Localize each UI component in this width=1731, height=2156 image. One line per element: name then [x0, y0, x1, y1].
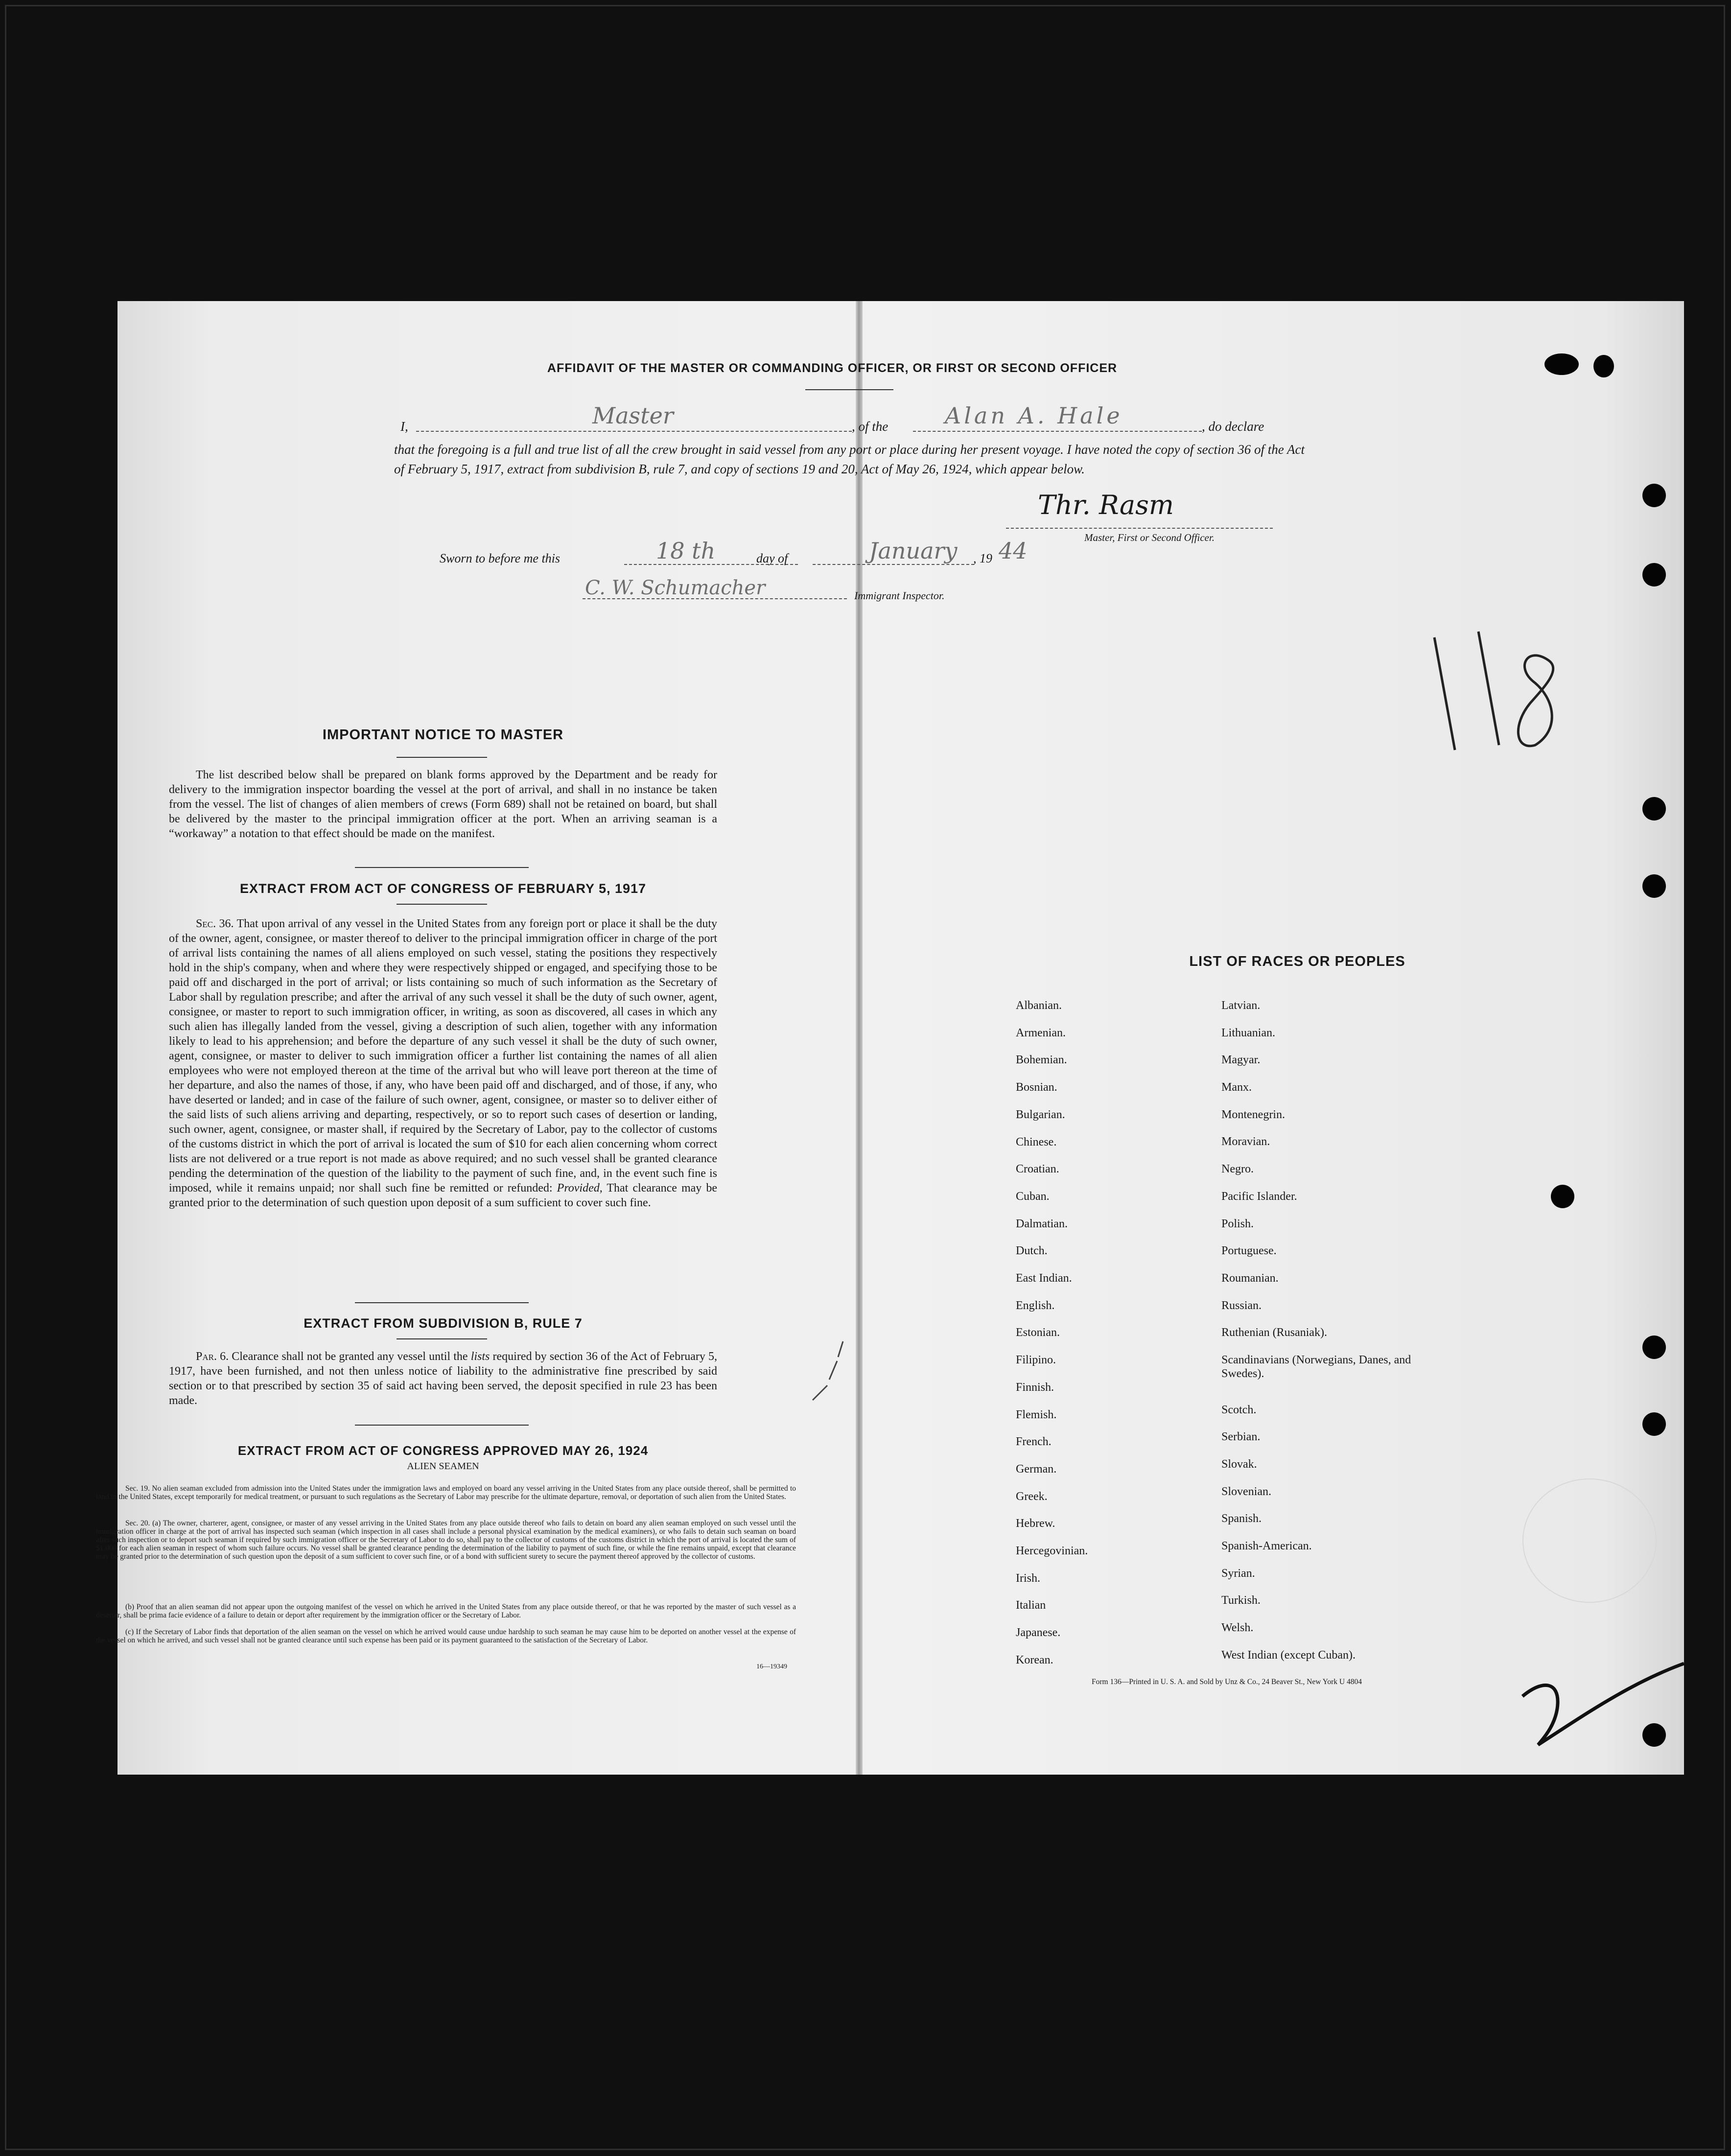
sworn-prefix: Sworn to before me this [440, 551, 561, 565]
punch-hole [1642, 563, 1666, 586]
par-6-label: Par. 6. [196, 1350, 229, 1363]
signature-label: Master, First or Second Officer. [1084, 532, 1215, 543]
divider [397, 757, 487, 758]
race-item: Korean. [1016, 1654, 1053, 1666]
section-20b-text: (b) Proof that an alien seaman did not appear upon the outgoing manifest of the vessel on which he arrived in the United States from any place outside thereof, or that he was reported by the master of such vessel as a deserter, shall be prima facie evidence of a failure to detain or deport after requirement by the immigration officer or the Secretary of Labor. [96, 1603, 796, 1619]
race-item: Cuban. [1016, 1190, 1050, 1203]
handwritten-vessel-name: Alan A. Hale [945, 402, 1123, 429]
race-item: Armenian. [1016, 1027, 1066, 1039]
proviso-body: That clearance may be granted prior to the determination of such question upon deposit of a sum sufficient to cover such fine. [169, 1182, 718, 1209]
race-item: Negro. [1221, 1163, 1254, 1175]
ink-blot [1544, 353, 1579, 375]
inspector-signature: C. W. Schumacher [585, 577, 766, 599]
handwritten-rank: Master [592, 402, 674, 429]
race-item: Hebrew. [1016, 1517, 1055, 1530]
form-code: 16—19349 [756, 1663, 787, 1670]
race-item: Italian [1016, 1599, 1046, 1612]
affidavit-of-the: , of the [852, 419, 889, 434]
section-20c-text: (c) If the Secretary of Labor finds that deportation of the alien seaman on the vessel on which he arrived would cause undue hardship to such seaman he may cause him to be deported on another vessel at the expense of the vessel on which he arrived, and such vessel shall not be granted clearance until such expense has been paid or its payment guaranteed to the satisfaction of the Secretary of Labor. [96, 1628, 796, 1644]
race-item: Filipino. [1016, 1354, 1056, 1366]
subdivision-b-title: EXTRACT FROM SUBDIVISION B, RULE 7 [304, 1316, 583, 1331]
race-item: French. [1016, 1435, 1052, 1448]
race-item: Slovak. [1221, 1458, 1257, 1471]
extract-1924-title: EXTRACT FROM ACT OF CONGRESS APPROVED MAY 26, 1924 [237, 1443, 649, 1458]
race-item: Flemish. [1016, 1408, 1057, 1421]
race-item: Hercegovinian. [1016, 1545, 1088, 1557]
proviso-word: Provided, [557, 1182, 603, 1195]
race-item: Syrian. [1221, 1567, 1255, 1580]
race-item: English. [1016, 1299, 1055, 1312]
section-36-text [169, 916, 717, 1210]
punch-hole [1642, 1336, 1666, 1359]
handwritten-day: 18 th [656, 538, 716, 564]
race-item: Manx. [1221, 1081, 1252, 1094]
inspector-label: Immigrant Inspector. [854, 589, 945, 602]
sworn-year-prefix: , 19 [973, 551, 992, 565]
race-item: Croatian. [1016, 1163, 1059, 1175]
race-item: Scandinavians (Norwegians, Danes, and Swedes). [1221, 1354, 1411, 1380]
race-item: Spanish-American. [1221, 1540, 1312, 1552]
race-item: Bulgarian. [1016, 1108, 1065, 1121]
section-36-label: Sec. 36. [196, 917, 234, 930]
punch-hole [1642, 797, 1666, 820]
ink-blot [1593, 355, 1614, 377]
notice-title: IMPORTANT NOTICE TO MASTER [322, 727, 564, 743]
divider [355, 1302, 529, 1303]
race-item: Portuguese. [1221, 1244, 1277, 1257]
punch-hole [1551, 1185, 1574, 1208]
race-item: Montenegrin. [1221, 1108, 1285, 1121]
race-item: Greek. [1016, 1490, 1048, 1503]
handwritten-month: January [869, 538, 958, 564]
punch-hole [1642, 1723, 1666, 1747]
center-fold [856, 301, 863, 1775]
rule-7-body-b: required by section 36 of the Act of February 5, 1917, have been furnished, and not then unless notice of liability to the administrative fine prescribed by said section or to that prescribed by section 35 of said act having been served, the deposit specified in rule 23 has been made. [169, 1350, 717, 1407]
embossed-seal [1522, 1478, 1657, 1603]
extract-1917-title: EXTRACT FROM ACT OF CONGRESS OF FEBRUARY 5, 1917 [239, 881, 647, 896]
section-36-body: That upon arrival of any vessel in the United States from any foreign port or place it shall be the duty of the owner, agent, consignee, or master thereof to deliver to the principal immigration officer in charge of the port of arrival lists containing the names of all aliens employed on such vessel, stating the positions they respectively hold in the ship's company, when and where they were respectively shipped or engaged, and specifying those to be paid off and discharged in the port of arrival; or lists containing so much of such information as the Secretary of Labor shall by regulation prescribe; and after the arrival of any such vessel it shall be the duty of such owner, agent, consignee, or master to report to such immigration officer, in writing, as soon as discovered, all cases in which any such alien has illegally landed from the vessel, giving a description of such alien, together with any information likely to lead to his apprehension; and before the departure of any such vessel it shall be the duty of such owner, agent, consignee, or master to deliver to such immigration officer a further list containing the names of all alien employees who were not employed thereon at the time of the arrival but who will leave port thereon at the time of her departure, and also the names of those, if any, who have been paid off and discharged, and of those, if any, who have deserted or landed; and in case of the failure of such owner, agent, consignee, or master so to deliver either of the said lists of such aliens arriving and departing, respectively, or so to report such cases of desertion or landing, such owner, agent, consignee, or master shall, if required by the Secretary of Labor, pay to the collector of customs of the customs district in which the port of arrival is located the sum of $10 for each alien concerning whom correct lists are not delivered or a true report is not made as above required; and no such vessel shall be granted clearance pending the determination of the question of the liability to the payment of such fine, and, in the event such fine is imposed, while it remains unpaid; nor shall such fine be remitted or refunded: [169, 917, 718, 1195]
race-item: Dalmatian. [1016, 1218, 1068, 1230]
affidavit-body: that the foregoing is a full and true list of all the crew brought in said vessel from any port or place during her present voyage. I have noted the copy of section 36 of the Act of February 5, 1917, extract from subdivision B, rule 7, and copy of sections 19 and 20, Act of May 26, 1924, which appear below. [394, 442, 1305, 476]
divider [397, 1338, 487, 1339]
race-item: Serbian. [1221, 1430, 1261, 1443]
section-19-text: Sec. 19. No alien seaman excluded from admission into the United States under the immigration laws and employed on board any vessel arriving in the United States from any place outside thereof, shall be permitted to land in the United States, except temporarily for medical treatment, or pursuant to such regulations as the Secretary of Labor may prescribe for the ultimate departure, removal, or deportation of such alien from the United States. [96, 1484, 796, 1501]
divider [805, 389, 893, 390]
divider [397, 904, 487, 905]
race-item: Ruthenian (Rusaniak). [1221, 1326, 1327, 1339]
race-item: German. [1016, 1463, 1057, 1476]
race-item: Latvian. [1221, 999, 1261, 1012]
punch-hole [1642, 1412, 1666, 1436]
page-number-handwriting [1420, 622, 1581, 769]
affidavit-line1-prefix: I, [400, 419, 408, 434]
race-item: Estonian. [1016, 1326, 1060, 1339]
rule-7-body-a: Clearance shall not be granted any vessel until the [232, 1350, 468, 1363]
race-item: Dutch. [1016, 1244, 1048, 1257]
name-blank-line [416, 431, 852, 432]
punch-hole [1642, 874, 1666, 898]
race-item: Scotch. [1221, 1404, 1257, 1416]
race-item: East Indian. [1016, 1272, 1072, 1285]
race-item: Albanian. [1016, 999, 1062, 1012]
race-item: Chinese. [1016, 1136, 1057, 1148]
affidavit-title: AFFIDAVIT OF THE MASTER OR COMMANDING OFFICER, OR FIRST OR SECOND OFFICER [547, 361, 1118, 375]
race-item: West Indian (except Cuban). [1221, 1649, 1356, 1662]
vessel-blank-line [913, 431, 1202, 432]
race-item: Irish. [1016, 1572, 1040, 1585]
race-item: Polish. [1221, 1218, 1254, 1230]
notice-body: The list described below shall be prepared on blank forms approved by the Department and be ready for delivery to the immigration inspector boarding the vessel at the port of arrival, and shall in no instance be taken from the vessel. The list of changes of alien members of crews (Form 689) shall not be retained on board, but shall be delivered by the master to the principal immigration officer at the port. When an arriving seaman is a “workaway” a notation to that effect should be made on the manifest. [169, 769, 717, 840]
race-item: Japanese. [1016, 1626, 1061, 1639]
pencil-tick [808, 1332, 852, 1405]
race-item: Russian. [1221, 1299, 1262, 1312]
alien-seamen-subtitle: ALIEN SEAMEN [407, 1461, 479, 1472]
race-item: Pacific Islander. [1221, 1190, 1297, 1203]
sworn-day-of: day of [756, 551, 788, 565]
race-item: Magyar. [1221, 1054, 1261, 1066]
rule-7-lists: lists [470, 1350, 490, 1363]
race-item: Spanish. [1221, 1512, 1262, 1525]
race-item: Welsh. [1221, 1621, 1254, 1634]
section-20a-text: Sec. 20. (a) The owner, charterer, agent, consignee, or master of any vessel arriving in the United States from any place outside thereof who fails to detain on board any alien seaman employed on such vessel until the immigration officer in charge at the port of arrival has inspected such seaman (which inspection in all cases shall include a personal physical examination by the medical examiners), or who fails to detain such seaman on board after such inspection or to deport such seaman if required by such immigration officer or the Secretary of Labor to do so, shall pay to the collector of customs of the customs district in which the port of arrival is located the sum of $1,000 for each alien seaman in respect of whom such failure occurs. No vessel shall be granted clearance pending the determination of the liability to payment of such fine, or while the fine remains unpaid, except that clearance may be granted prior to the determination of such question upon the deposit of a sum sufficient to cover such fine, or of a bond with sufficient surety to secure the payment thereof approved by the collector of customs. [96, 1519, 796, 1561]
race-item: Roumanian. [1221, 1272, 1279, 1285]
race-item: Bohemian. [1016, 1054, 1067, 1066]
form-footer: Form 136—Printed in U. S. A. and Sold by Unz & Co., 24 Beaver St., New York U 4804 [1092, 1678, 1362, 1686]
race-item: Finnish. [1016, 1381, 1054, 1394]
rule-7-text [169, 1349, 717, 1408]
divider [355, 1425, 529, 1426]
punch-hole [1642, 484, 1666, 507]
race-item: Bosnian. [1016, 1081, 1057, 1094]
race-item: Lithuanian. [1221, 1027, 1275, 1039]
race-item: Slovenian. [1221, 1485, 1271, 1498]
divider [355, 867, 529, 868]
races-title: LIST OF RACES OR PEOPLES [1189, 954, 1405, 969]
handwritten-year: 44 [999, 538, 1028, 564]
month-blank-line [813, 564, 974, 565]
race-item: Moravian. [1221, 1135, 1270, 1148]
master-signature: Thr. Rasm [1038, 490, 1174, 520]
race-item: Turkish. [1221, 1594, 1261, 1607]
affidavit-do-declare: , do declare [1202, 419, 1264, 434]
signature-line [1006, 528, 1273, 529]
